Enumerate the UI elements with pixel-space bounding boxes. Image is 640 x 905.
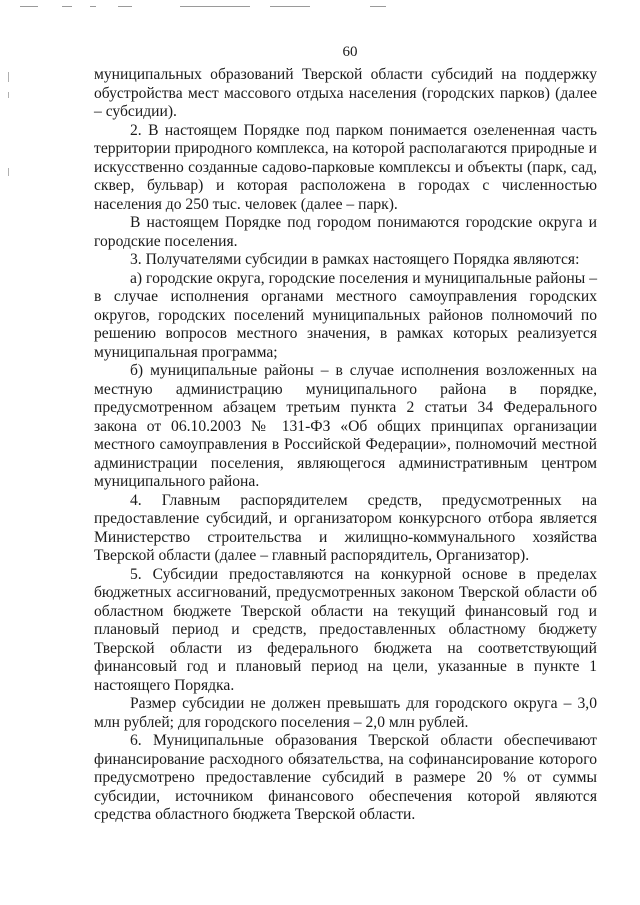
paragraph-6-cofinancing: 6. Муниципальные образования Тверской области обеспечивают финансирование расходного обязательства, на софинансирование которого предусмотрено предоставление субсидий в размере 20 % от суммы субсидии, источником финансового обеспечения которой являются средства областного бюджета Тверской области. <box>94 732 597 823</box>
page-number: 60 <box>342 44 358 60</box>
paragraph-5-subsidies: 5. Субсидии предоставляются на конкурной основе в пределах бюджетных ассигнований, предусмотренных законом Тверской области об областном бюджете Тверской области на текущий финансовый год и плановый период и средств, предоставленных областному бюджету Тверской области из федерального бюджета на соответствующий финансовый год и плановый период на цели, указанные в пункте 1 настоящего Порядка. <box>94 565 597 694</box>
scan-top-marks <box>0 6 640 10</box>
document-body <box>94 66 597 825</box>
paragraph-2-park-definition: 2. В настоящем Порядке под парком понимается озелененная часть территории природного комплекса, на которой располагаются природные и искусственно созданные садово-парковые комплексы и объекты (парк, сад, сквер, бульвар) и которая расположена в городах с численностью населения до 250 тыс. человек (далее – парк). <box>94 121 597 213</box>
paragraph-3-recipients: 3. Получателями субсидии в рамках настоящего Порядка являются: <box>130 251 580 268</box>
paragraph-3a: а) городские округа, городские поселения и муниципальные районы – в случае исполнения органами местного самоуправления городских округов, городских поселений муниципальных районов полномочий по решению вопросов местного значения, в рамках которых реализуется муниципальная программа; <box>94 269 597 361</box>
paragraph-4-main-manager: 4. Главным распорядителем средств, предусмотренных на предоставление субсидий, и организатором конкурсного отбора является Министерство строительства и жилищно-коммунального хозяйства Тверской области (далее – главный распорядитель, Организатор). <box>94 491 597 564</box>
paragraph-3b: б) муниципальные районы – в случае исполнения возложенных на местную администрацию муниципального района в порядке, предусмотренном абзацем третьим пункта 2 статьи 34 Федерального закона от 06.10.2003 № 131-ФЗ «Об общих принципах организации местного самоуправления в Российской Федерации», полномочий местной администрации поселения, являющегося административным центром муниципального района. <box>94 362 597 490</box>
paragraph-intro-continuation: муниципальных образований Тверской области субсидий на поддержку обустройства мест массового отдыха населения (городских парков) (далее – субсидии). <box>94 66 597 120</box>
paragraph-subsidy-amount: Размер субсидии не должен превышать для городского округа – 3,0 млн рублей; для городского поселения – 2,0 млн рублей. <box>94 695 597 731</box>
paragraph-city-definition: В настоящем Порядке под городом понимаются городские округа и городские поселения. <box>94 214 597 250</box>
